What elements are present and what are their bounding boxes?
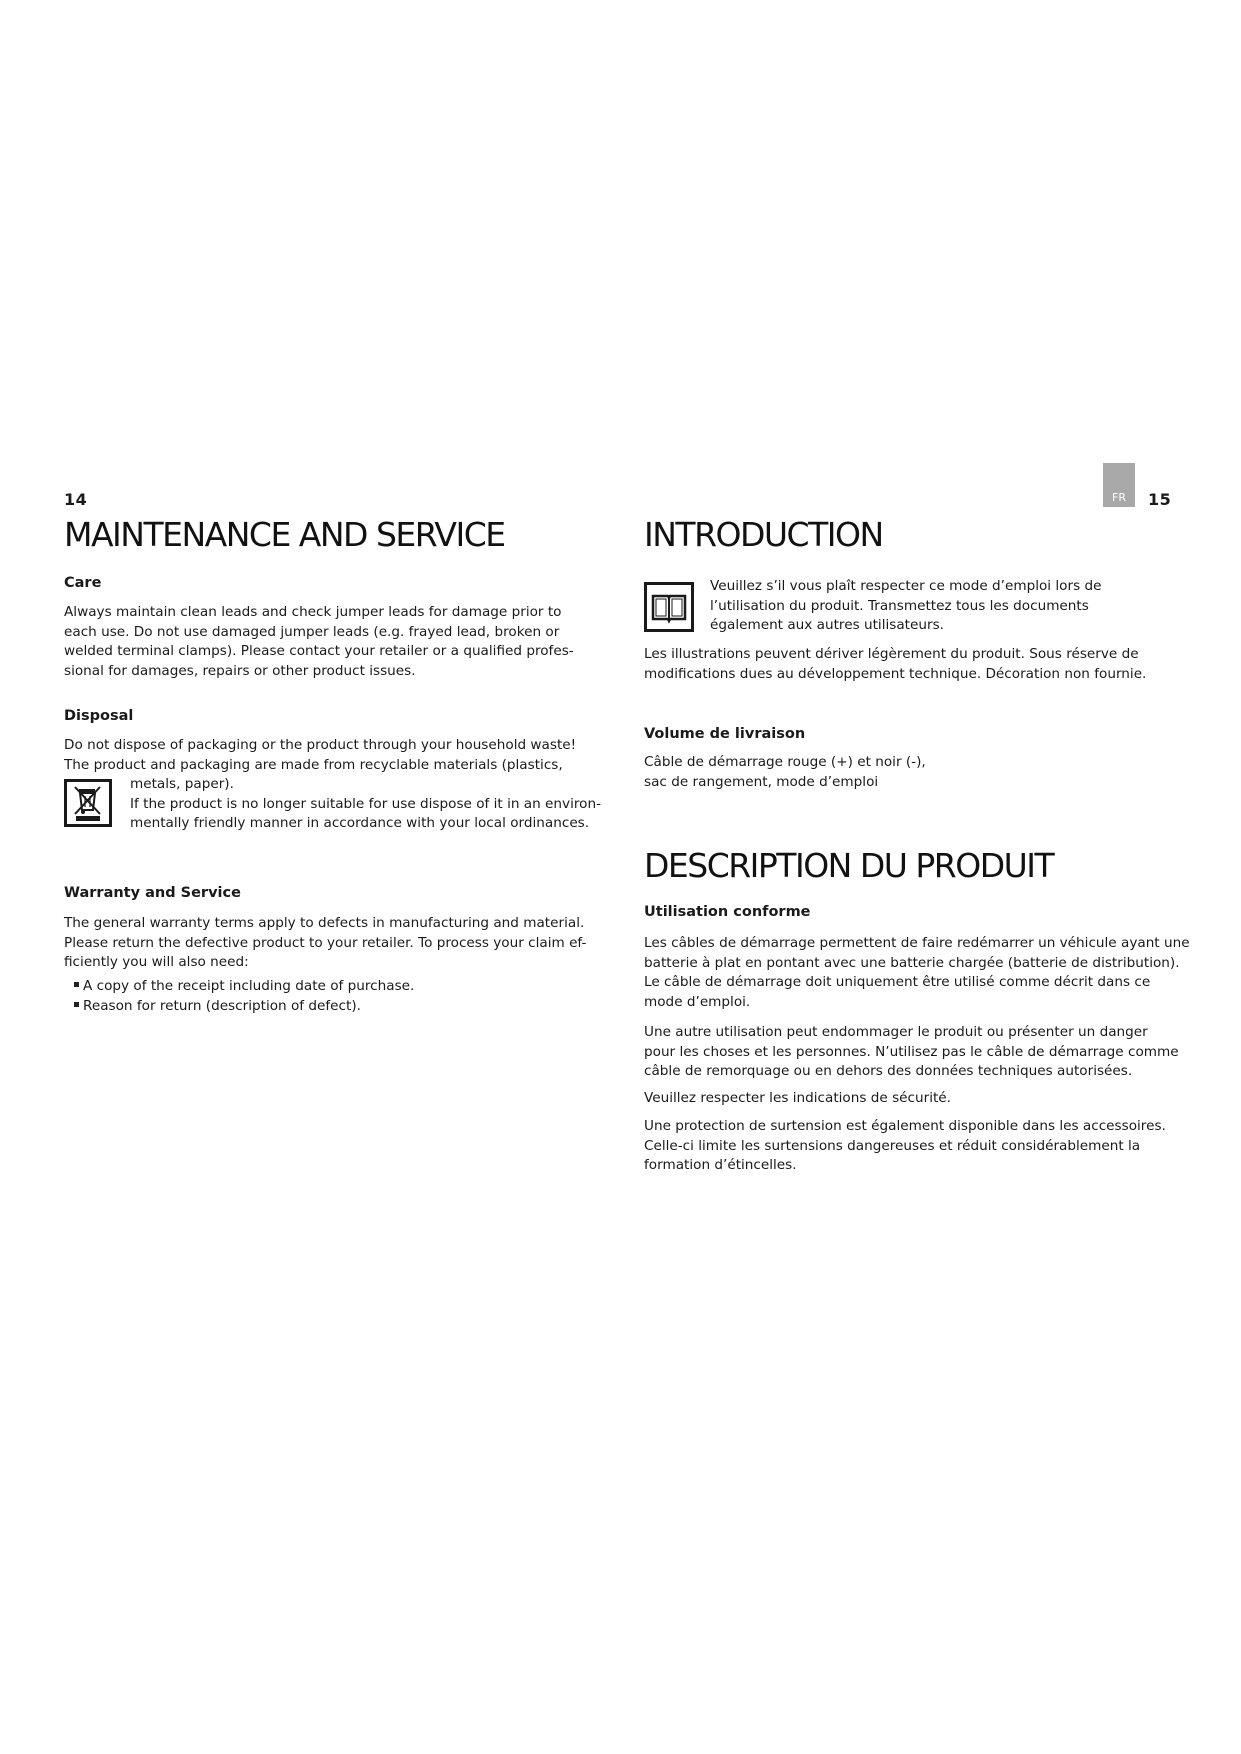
page-number-left: 14: [64, 490, 88, 509]
crossed-out-wheelie-bin-icon: [64, 779, 112, 827]
care-line: Always maintain clean leads and check jumper leads for damage prior to: [64, 604, 562, 620]
intended-use-paragraph-3: [644, 1089, 1224, 1109]
disposal-indented-line: If the product is no longer suitable for use dispose of it in an environ-: [130, 795, 601, 812]
manual-notice-line: Veuillez s’il vous plaît respecter ce mode d’emploi lors de: [710, 578, 1102, 594]
manual-notice-text: [710, 577, 1190, 636]
manual-book-icon: [644, 582, 694, 632]
intended-use-paragraph-4: [644, 1117, 1224, 1176]
list-item: [74, 997, 594, 1017]
paragraph-line: câble de remorquage ou en dehors des données techniques autorisées.: [644, 1063, 1133, 1080]
list-item: [74, 977, 594, 997]
bullet-text: Reason for return (description of defect).: [83, 997, 361, 1014]
paragraph-line: Le câble de démarrage doit uniquement être utilisé comme décrit dans ce: [644, 974, 1151, 991]
care-line: sional for damages, repairs or other product issues.: [64, 662, 416, 679]
disposal-line: Do not dispose of packaging or the product through your household waste!: [64, 737, 577, 753]
care-heading: Care: [64, 575, 102, 591]
paragraph-line: formation d’étincelles.: [644, 1157, 797, 1174]
paragraph-line: Une protection de surtension est également disponible dans les accessoires.: [644, 1118, 1166, 1134]
intended-use-paragraph-1: [644, 934, 1224, 1012]
manual-notice-line: l’utilisation du produit. Transmettez tous les documents: [710, 597, 1089, 614]
language-tab: FR: [1103, 463, 1135, 507]
introduction-text: [644, 645, 1204, 684]
paragraph-line: mode d’emploi.: [644, 993, 751, 1010]
manual-notice-line: également aux autres utilisateurs.: [710, 617, 944, 634]
paragraph-line: Les câbles de démarrage permettent de faire redémarrer un véhicule ayant une: [644, 935, 1190, 951]
delivery-heading: Volume de livraison: [644, 726, 806, 742]
delivery-line: Câble de démarrage rouge (+) et noir (-),: [644, 754, 926, 770]
disposal-indented-text: [130, 775, 610, 834]
paragraph-line: Celle-ci limite les surtensions dangereuses et réduit considérablement la: [644, 1137, 1141, 1154]
paragraph-line: Veuillez respecter les indications de sécurité.: [644, 1090, 951, 1106]
disposal-indented-line: metals, paper).: [130, 776, 234, 792]
warranty-line: The general warranty terms apply to defects in manufacturing and material.: [64, 915, 585, 931]
paragraph-line: Une autre utilisation peut endommager le produit ou présenter un danger: [644, 1024, 1148, 1040]
warranty-bullet-list: [74, 977, 594, 1016]
disposal-indented-line: mentally friendly manner in accordance with your local ordinances.: [130, 815, 590, 832]
care-line: welded terminal clamps). Please contact your retailer or a qualified profes-: [64, 643, 574, 660]
page-number-right: 15: [1148, 490, 1172, 509]
intended-use-heading: Utilisation conforme: [644, 904, 811, 920]
paragraph-line: pour les choses et les personnes. N’utilisez pas le câble de démarrage comme: [644, 1043, 1179, 1060]
care-text: [64, 603, 604, 681]
delivery-line: sac de rangement, mode d’emploi: [644, 773, 879, 790]
delivery-text: [644, 753, 1204, 792]
paragraph-line: batterie à plat en pontant avec une batterie chargée (batterie de distribution).: [644, 954, 1180, 971]
bullet-square-icon: [74, 1002, 79, 1007]
warranty-text: [64, 914, 604, 973]
disposal-heading: Disposal: [64, 708, 134, 724]
warranty-line: Please return the defective product to your retailer. To process your claim ef-: [64, 934, 587, 951]
bullet-square-icon: [74, 982, 79, 987]
bullet-text: A copy of the receipt including date of purchase.: [83, 978, 415, 994]
page-title-maintenance: MAINTENANCE AND SERVICE: [64, 515, 505, 554]
warranty-line: ficiently you will also need:: [64, 954, 249, 971]
intended-use-paragraph-2: [644, 1023, 1224, 1082]
disposal-text: [64, 736, 604, 775]
disposal-line: The product and packaging are made from recyclable materials (plastics,: [64, 756, 563, 773]
page-title-description: DESCRIPTION DU PRODUIT: [644, 846, 1054, 885]
page-title-introduction: INTRODUCTION: [644, 515, 883, 554]
care-line: each use. Do not use damaged jumper leads (e.g. frayed lead, broken or: [64, 623, 560, 640]
introduction-line: Les illustrations peuvent dériver légèrement du produit. Sous réserve de: [644, 646, 1139, 662]
introduction-line: modifications dues au développement technique. Décoration non fournie.: [644, 665, 1147, 682]
warranty-heading: Warranty and Service: [64, 885, 241, 901]
